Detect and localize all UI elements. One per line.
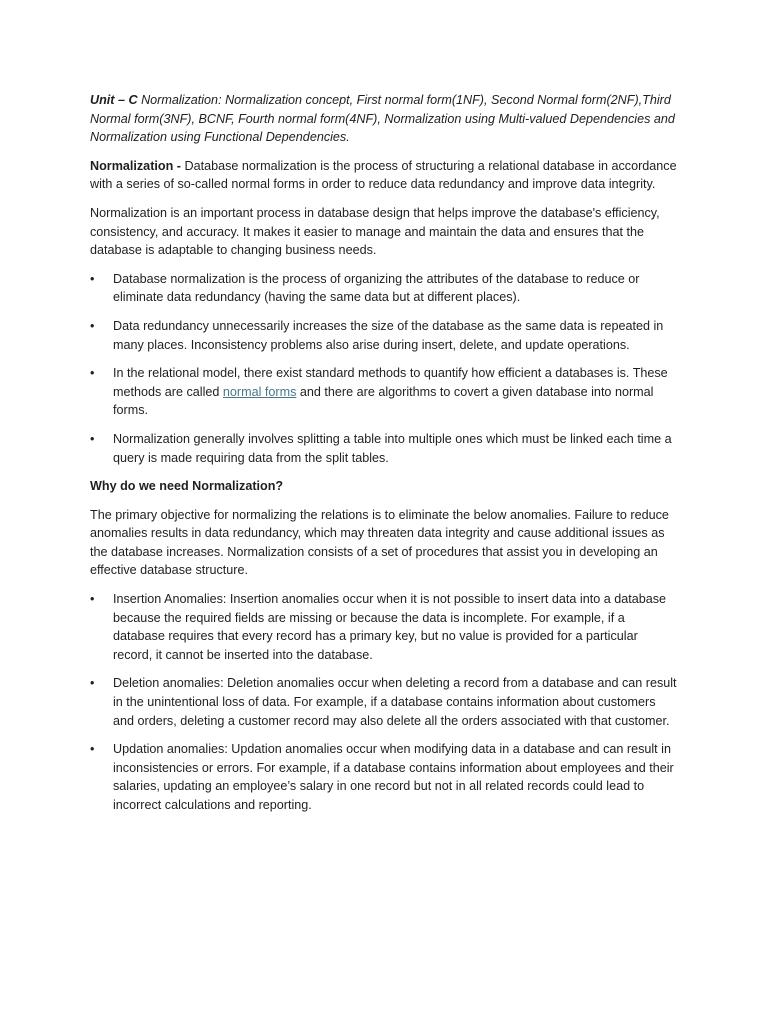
normalization-bullet-list (90, 270, 680, 467)
definition-paragraph (90, 157, 680, 194)
bullet-icon: • (90, 742, 95, 757)
list-item-text-after: and there are algorithms to covert a given database into normal forms. (113, 384, 654, 418)
why-normalization-paragraph: The primary objective for normalizing the relations is to eliminate the below anomalies. Failure to reduce anomalies results in data redundancy, which may threaten data integrity and cause additional issues as the database increases. Normalization consists of a set of procedures that assist you in developing an effective database structure. (90, 507, 669, 578)
anomalies-bullet-list (90, 590, 680, 815)
unit-intro (90, 91, 680, 147)
list-item (90, 740, 680, 814)
definition-term: Normalization - (90, 158, 181, 173)
list-item (90, 317, 680, 354)
bullet-icon: • (90, 271, 95, 286)
list-item (90, 430, 680, 467)
list-item-text (113, 366, 668, 417)
list-item (90, 590, 680, 664)
updation-anomalies-text: Updation anomalies: Updation anomalies occur when modifying data in a database and can result in inconsistencies or errors. For example, if a database contains information about employees and their salaries, updating an employee’s salary in one record but not in all related records could lead to incorrect calculations and reporting. (113, 742, 674, 812)
normal-forms-link[interactable]: normal forms (222, 384, 297, 399)
definition-text: Database normalization is the process of structuring a relational database in accordance with a series of so-called normal forms in order to reduce data redundancy and improve data integrity. (90, 158, 677, 192)
list-item (90, 270, 680, 307)
list-item-text: Data redundancy unnecessarily increases the size of the database as the same data is repeated in many places. Inconsistency problems also arise during insert, delete, and update operations. (113, 318, 664, 352)
list-item-text-before: In the relational model, there exist standard methods to quantify how efficient a databases is. These methods are called (113, 366, 668, 399)
insertion-anomalies-text: Insertion Anomalies: Insertion anomalies occur when it is not possible to insert data into a database because the required fields are missing or because the data is incomplete. For example, if a database requires that every record has a primary key, but no value is provided for a particular record, it cannot be inserted into the database. (113, 592, 667, 662)
list-item (90, 674, 680, 730)
why-normalization-heading: Why do we need Normalization? (90, 479, 284, 494)
bullet-icon: • (90, 592, 95, 607)
bullet-icon: • (90, 366, 95, 381)
bullet-icon: • (90, 318, 95, 333)
bullet-icon: • (90, 431, 95, 446)
importance-paragraph: Normalization is an important process in database design that helps improve the database's efficiency, consistency, and accuracy. It makes it easier to manage and maintain the data and ensures that the database is adaptable to changing business needs. (90, 205, 660, 258)
list-item-text: Database normalization is the process of organizing the attributes of the database to reduce or eliminate data redundancy (having the same data but at different places). (113, 271, 640, 305)
unit-label: Unit – C (90, 93, 138, 107)
list-item-text: Normalization generally involves splitting a table into multiple ones which must be linked each time a query is made requiring data from the split tables. (113, 431, 672, 465)
bullet-icon: • (90, 676, 95, 691)
unit-topics: Normalization: Normalization concept, First normal form(1NF), Second Normal form(2NF),Third Normal form(3NF), BCNF, Fourth normal form(4NF), Normalization using Multi-valued Dependencies and Normalization using Functional Dependencies. (90, 93, 675, 145)
deletion-anomalies-text: Deletion anomalies: Deletion anomalies occur when deleting a record from a database and can result in the unintentional loss of data. For example, if a database contains information about customers and orders, deleting a customer record may also delete all the orders associated with that customer. (113, 676, 677, 728)
list-item (90, 364, 680, 420)
